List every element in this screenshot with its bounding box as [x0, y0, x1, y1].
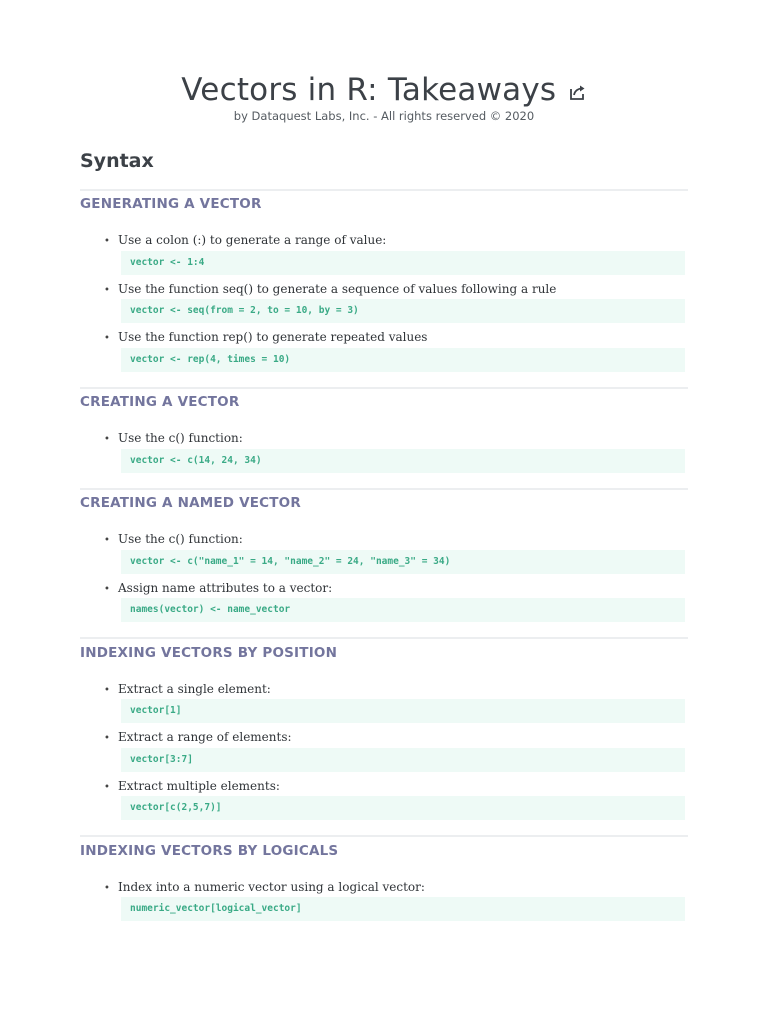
bullet-dot: • — [104, 685, 110, 696]
list-item — [104, 779, 280, 793]
bullet-dot: • — [104, 782, 110, 793]
code-block[interactable]: vector <- seq(from = 2, to = 10, by = 3) — [121, 299, 685, 323]
code-block[interactable]: vector <- 1:4 — [121, 251, 685, 275]
list-item-text: Extract a range of elements: — [118, 730, 292, 744]
section-heading-named-vector: CREATING A NAMED VECTOR — [80, 495, 301, 511]
list-item — [104, 431, 243, 445]
list-item — [104, 330, 427, 344]
list-item-text: Assign name attributes to a vector: — [118, 581, 333, 595]
list-item — [104, 282, 556, 296]
list-item-text: Use the c() function: — [118, 431, 243, 445]
list-item — [104, 730, 292, 744]
code-block[interactable]: vector <- rep(4, times = 10) — [121, 348, 685, 372]
section-heading-indexing-logicals: INDEXING VECTORS BY LOGICALS — [80, 843, 339, 859]
divider — [80, 488, 688, 490]
code-block[interactable]: vector[3:7] — [121, 748, 685, 772]
list-item — [104, 880, 425, 894]
divider — [80, 189, 688, 191]
list-item-text: Extract multiple elements: — [118, 779, 280, 793]
bullet-dot: • — [104, 733, 110, 744]
code-block[interactable]: vector[1] — [121, 699, 685, 723]
list-item-text: Extract a single element: — [118, 682, 271, 696]
list-item-text: Use the function rep() to generate repeated values — [118, 330, 428, 344]
bullet-dot: • — [104, 236, 110, 247]
list-item-text: Use the c() function: — [118, 532, 243, 546]
divider — [80, 637, 688, 639]
section-heading-creating-vector: CREATING A VECTOR — [80, 394, 240, 410]
bullet-dot: • — [104, 285, 110, 296]
syntax-heading: Syntax — [80, 150, 154, 172]
list-item-text: Index into a numeric vector using a logical vector: — [118, 880, 425, 894]
bullet-dot: • — [104, 434, 110, 445]
code-block[interactable]: vector <- c(14, 24, 34) — [121, 449, 685, 473]
divider — [80, 835, 688, 837]
section-heading-generating-vector: GENERATING A VECTOR — [80, 196, 262, 212]
bullet-dot: • — [104, 584, 110, 595]
code-block[interactable]: vector <- c("name_1" = 14, "name_2" = 24, "name_3" = 34) — [121, 550, 685, 574]
page-title: Vectors in R: Takeaways — [181, 72, 557, 108]
share-icon[interactable] — [569, 83, 587, 101]
divider — [80, 387, 688, 389]
code-block[interactable]: names(vector) <- name_vector — [121, 598, 685, 622]
list-item-text: Use a colon (:) to generate a range of value: — [118, 233, 387, 247]
code-block[interactable]: vector[c(2,5,7)] — [121, 796, 685, 820]
list-item — [104, 532, 243, 546]
code-block[interactable]: numeric_vector[logical_vector] — [121, 897, 685, 921]
list-item — [104, 233, 386, 247]
list-item-text: Use the function seq() to generate a sequence of values following a rule — [118, 282, 557, 296]
list-item — [104, 581, 332, 595]
bullet-dot: • — [104, 535, 110, 546]
section-heading-indexing-position: INDEXING VECTORS BY POSITION — [80, 645, 338, 661]
bullet-dot: • — [104, 883, 110, 894]
bullet-dot: • — [104, 333, 110, 344]
copyright-line: by Dataquest Labs, Inc. - All rights reserved © 2020 — [233, 109, 535, 123]
title-row — [80, 70, 688, 110]
list-item — [104, 682, 271, 696]
